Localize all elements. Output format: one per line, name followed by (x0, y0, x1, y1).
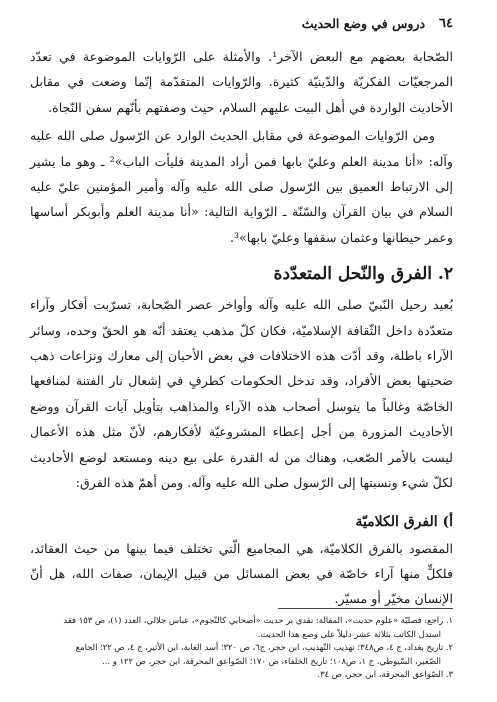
footnote: ٣. الصّواعق المحرقة، ابن حجر، ص ٣٤. (317, 669, 453, 679)
footnote: ٢. تاريخ بغداد، ج ٤، ص٣٤٨؛ تهذيب التّهذيب، ابن حجر، ج٦، ص ٣٢٠؛ أسد الغابة، ابن الأثير، ج ٤، ص ٢٢؛ الجامع (75, 642, 453, 652)
paragraph: الصّحابة بعضهم مع البعض الآخر¹. والأمثلة على الرّوايات الموضوعة في تعدّد المرجعيّات الفكريّة والدّينيّة كثيرة. والرّوايات المتقدّمة إنّما وضعت في مقابل الأحاديث الواردة في أهل البيت عليهم السلام، حيث وصفتهم بأنّهم سفن النّجاة. (30, 49, 453, 115)
main-text (30, 44, 453, 612)
subsection-heading: أ) الفرق الكلاميّة (355, 513, 453, 530)
footnotes (30, 614, 453, 682)
running-title: دروس في وضع الحديث (301, 15, 426, 31)
footnote-continuation: الصّغير، السّيوطي، ج ١، ص١٠٨؛ تاريخ الخلفاء، ص ١٧٠؛ الصّواعق المحرقة، ابن حجر، ص ١٢٢ و ... (102, 655, 441, 666)
paragraph: المقصود بالفرق الكلاميّة، هي المجاميع الّتي تختلف فيما بينها من حيث العقائد، فلكلٍّ منها آراء خاصّة في بعض المسائل من قبيل الإيمان، صفات الله، هل أنّ الإنسان مخيّر أو مسيّر. (30, 540, 453, 607)
footnote: ١. راجع: فصليّة «علوم حديث»، المقالة: نقدي بر حديث «أصحابي كالنّجوم»، عباس جلالي، العدد (١)، ص ١٥٣ فقد (63, 615, 453, 625)
footnote-continuation: استدل الكاتب بثلاثة عشر دليلاً على وضع هذا الحديث. (257, 628, 441, 639)
footnote-divider (278, 608, 453, 609)
page-number: ٦٤ (439, 15, 453, 31)
section-heading: ٢. الفرق والنّحل المتعدّدة (273, 264, 453, 285)
page-header (30, 12, 453, 34)
paragraph: بُعيد رحيل النّبيّ صلى الله عليه وآله وأواخر عصر الصّحابة، تسرّبت أفكار وآراء متعدّدة داخل الثّقافة الإسلاميّة، فكان كلّ مذهب يعتقد أنّه هو الحقّ وحده، وسائر الآراء باطلة، وقد أدّت هذه الاختلافات في بعض الأحيان إلى معارك ونزاعات ذهب ضحيتها بعض الأفراد، وقد تدخل الحكومات كطرفٍ في إشعال نار الفتنة لمنافعها الخاصّة وغالباً ما يتوسل أصحاب هذه الآراء والمذاهب بتأويل آيات القرآن ووضع الأحاديث المزورة من أجل إعطاء المشروعيّة لأفكارهم، لأنّ مثل هذه الأعمال ليست بالأمر الصّعب، وهناك من له القدرة على بيع دينه ومستعد لوضع الأحاديث لكلّ شيء ونسبتها إلى الرّسول صلى الله عليه وآله. ومن أهمّ هذه الفرق: (30, 297, 453, 491)
paragraph: ومن الرّوايات الموضوعة في مقابل الحديث الوارد عن الرّسول صلى الله عليه وآله: «أنا مدينة العلم وعليّ بابها فمن أراد المدينة فليأت الباب»² ـ وهو ما يشير إلى الارتباط العميق بين الرّسول صلى الله عليه وآله وأمير المؤمنين عليّ عليه السلام في بيان القرآن والسّنّة ـ الرّواية التالية: «أنا مدينة العلم وأبوبكر أساسها وعمر حيطانها وعثمان سقفها وعليّ بابها»³. (30, 128, 453, 245)
